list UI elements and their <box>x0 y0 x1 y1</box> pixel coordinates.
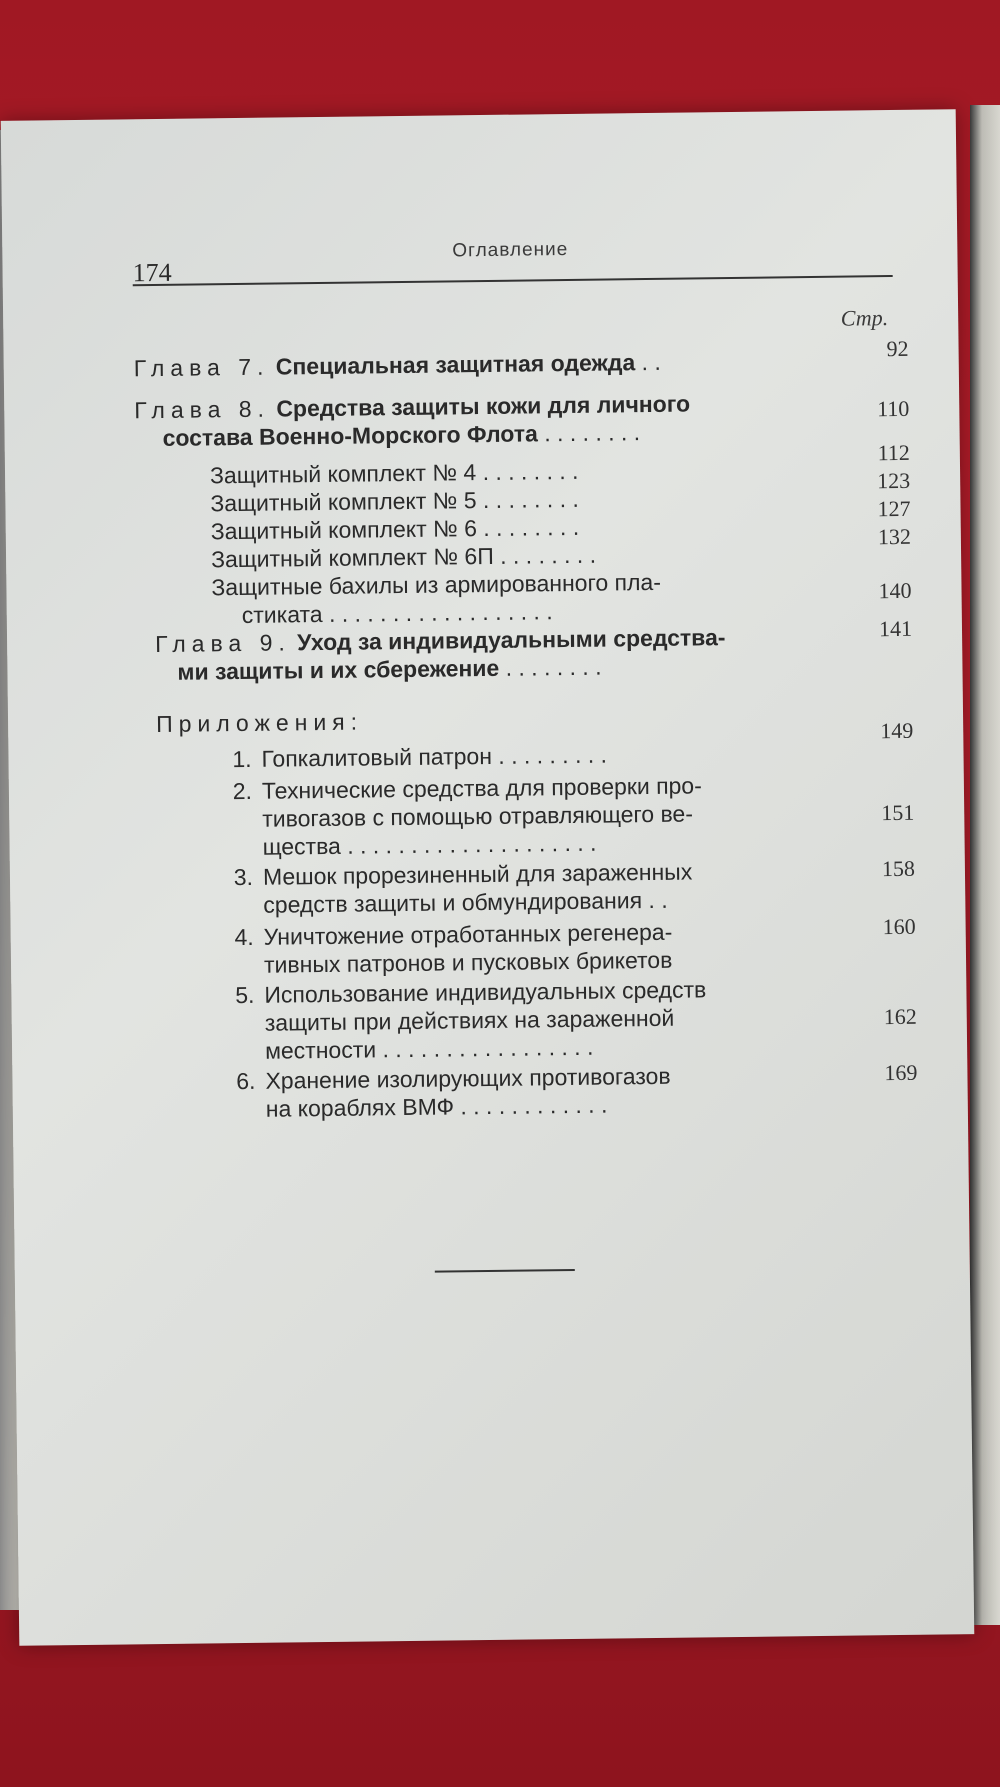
back-page-edge <box>970 105 1000 1625</box>
running-head-title: Оглавление <box>452 238 569 262</box>
appendix-text-line-1: Уничтожение отработанных регенера- <box>263 918 673 950</box>
page-number: 169 <box>884 1059 918 1086</box>
chapter-title-line-2: ми защиты и их сбережение <box>177 654 500 685</box>
appendix-number: 6. <box>236 1067 256 1095</box>
dot-leader: . . . . . . . . . . . . . . . . . <box>375 1033 594 1063</box>
appendix-text-line-2: тивогазов с помощью отравляющего ве- <box>262 800 694 832</box>
toc-subentry <box>136 565 912 630</box>
appendix-text-line-1: Гопкалитовый патрон <box>261 742 493 772</box>
table-of-contents <box>133 335 918 1128</box>
appendix-text-line-3: местности <box>264 1036 377 1064</box>
page-number: 151 <box>881 799 915 826</box>
appendix-text-line-1: Мешок прорезиненный для зараженных <box>262 858 693 890</box>
dot-leader: . . <box>641 886 668 914</box>
page-number: 149 <box>880 717 914 744</box>
book-page <box>1 109 975 1646</box>
subentry-text-line-2: стиката <box>241 600 323 628</box>
subentry-text-line-1: Защитные бахилы из армированного пла- <box>211 568 662 601</box>
appendix-text-line-2: защиты при действиях на зараженной <box>264 1004 675 1036</box>
page-number: 160 <box>882 913 916 940</box>
chapter-title-line-1: Уход за индивидуальными средства- <box>297 624 726 656</box>
chapter-label: Глава 9. <box>154 629 291 658</box>
appendix-text-line-2: тивных патронов и пусковых брикетов <box>263 946 673 978</box>
chapter-title-line-1: Средства защиты кожи для личного <box>276 390 691 422</box>
dot-leader: . . . . . . . . <box>476 457 579 486</box>
dot-leader: . . . . . . . . <box>476 513 580 542</box>
end-rule <box>435 1269 575 1273</box>
appendix-item <box>142 1059 918 1128</box>
toc-entry-chapter-9 <box>137 615 913 710</box>
subentry-text: Защитный комплект № 4 <box>209 459 477 489</box>
appendix-text-line-3: щества <box>262 832 342 860</box>
appendix-number: 3. <box>233 863 254 891</box>
subentry-text: Защитный комплект № 6П <box>210 542 494 573</box>
page-number: 162 <box>883 1003 917 1030</box>
page-number: 123 <box>877 467 911 494</box>
dot-leader: . . . . . . . . <box>476 485 579 514</box>
subentry-text: Защитный комплект № 6 <box>210 515 478 545</box>
appendix-text-line-1: Использование индивидуальных средств <box>264 976 707 1008</box>
appendix-item <box>139 769 915 864</box>
appendix-number: 5. <box>235 981 255 1009</box>
appendix-item <box>140 855 916 924</box>
page-number: 110 <box>876 395 910 422</box>
appendix-text-line-1: Хранение изолирующих противогазов <box>265 1062 671 1094</box>
head-rule <box>133 275 893 286</box>
page-number: 140 <box>878 577 912 604</box>
toc-entry-chapter-8 <box>134 387 910 462</box>
appendix-item <box>141 973 917 1068</box>
page-number: 112 <box>877 439 910 466</box>
appendix-number: 2. <box>232 777 253 805</box>
page-number: 127 <box>877 495 911 522</box>
running-head <box>132 235 908 294</box>
page-number: 132 <box>877 523 912 550</box>
chapter-title: Специальная защитная одежда <box>275 349 636 380</box>
chapter-label: Глава 7. <box>133 353 270 382</box>
page-content <box>132 235 918 1122</box>
dot-leader: . . . . . . . . . . . . . . . . . . <box>322 598 553 627</box>
dot-leader: . . . . . . . . . <box>491 741 608 769</box>
subentry-text: Защитный комплект № 5 <box>210 487 477 517</box>
dot-leader: . . . . . . . . <box>493 541 597 569</box>
pages-column-label: Стр. <box>840 305 889 331</box>
page-number: 158 <box>881 855 916 882</box>
appendix-text-line-2: на кораблях ВМФ <box>265 1093 455 1122</box>
dot-leader: . . . . . . . . <box>499 653 602 681</box>
chapter-title-line-2: состава Военно-Морского Флота <box>162 420 539 451</box>
appendix-item <box>141 915 917 982</box>
page-number: 141 <box>878 615 913 642</box>
dot-leader: . . <box>635 348 661 376</box>
appendix-number: 1. <box>232 745 252 773</box>
appendix-text-line-2: средств защиты и обмундирования <box>263 887 643 918</box>
page-folio: 174 <box>132 257 172 288</box>
dot-leader: . . . . . . . . . . . . <box>453 1091 608 1120</box>
appendix-text-line-1: Технические средства для проверки про- <box>261 772 702 804</box>
page-number: 92 <box>886 335 909 362</box>
dot-leader: . . . . . . . . <box>537 419 641 447</box>
appendices-heading: Приложения: <box>155 708 364 738</box>
chapter-label: Глава 8. <box>134 395 271 424</box>
dot-leader: . . . . . . . . . . . . . . . . . . . . <box>340 829 597 859</box>
appendix-number: 4. <box>234 923 254 951</box>
